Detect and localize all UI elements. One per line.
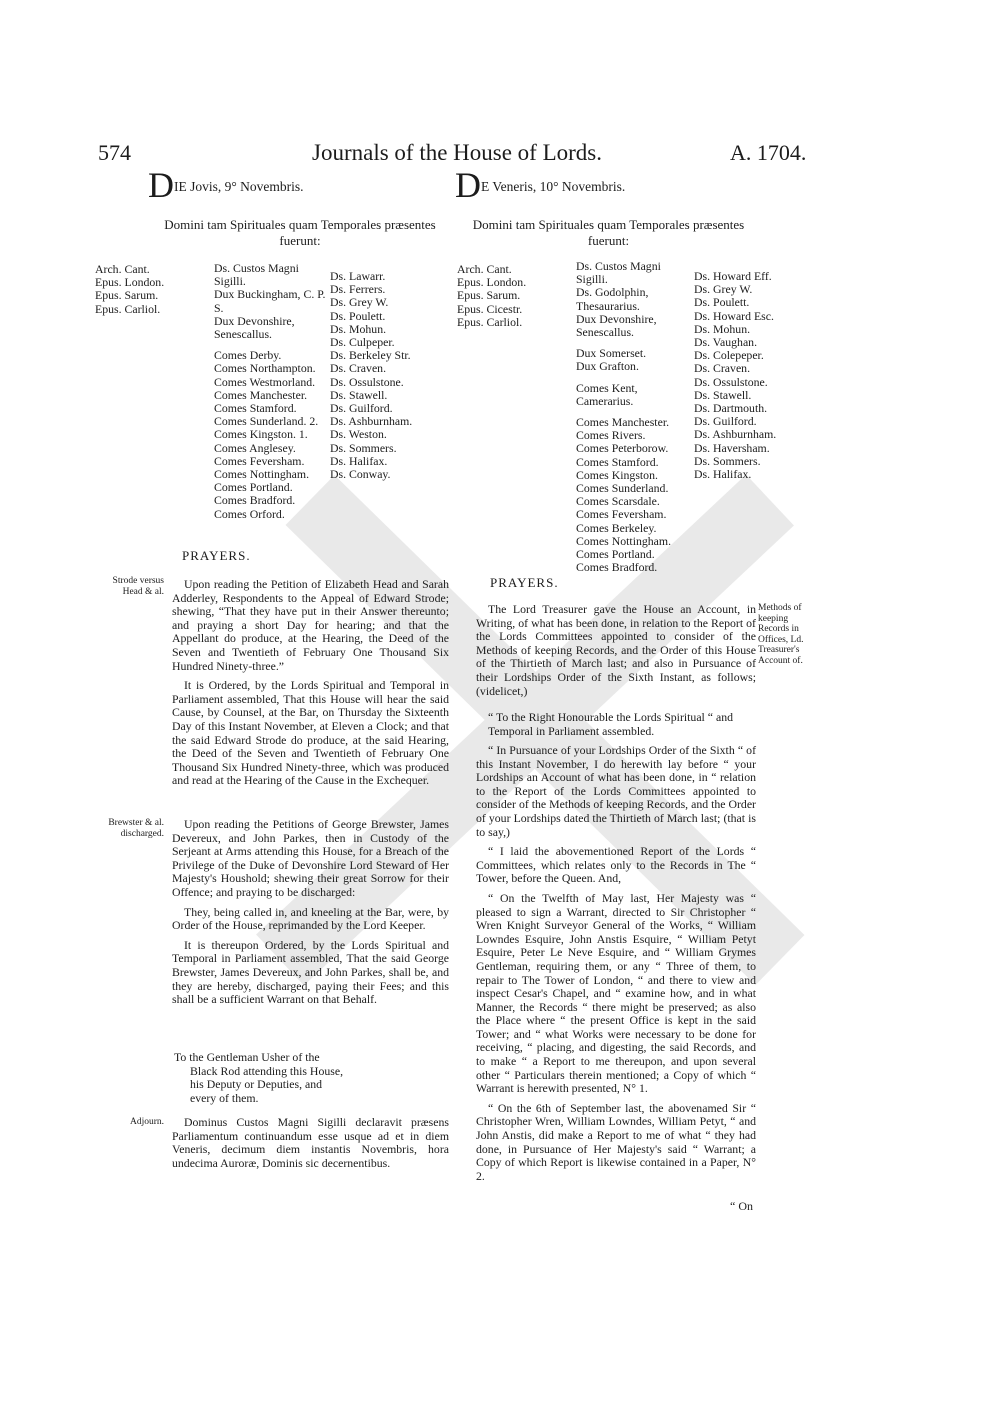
list-item: Comes Northampton.	[214, 361, 316, 376]
list-item: Comes Peterborow.	[576, 441, 669, 456]
list-item: Comes Stamford.	[214, 401, 297, 416]
catchword: “ On	[730, 1199, 753, 1213]
left-entry-brewster	[172, 818, 449, 1013]
list-item: Comes Stamford.	[576, 454, 659, 469]
right-letter-address: “ To the Right Honourable the Lords Spiritual “ and Temporal in Parliament assembled.	[488, 710, 734, 738]
list-item: Epus. London.	[457, 275, 527, 290]
list-item: Comes Bradford.	[214, 493, 296, 508]
list-item: Epus. Cicestr.	[457, 301, 523, 316]
right-bishops-list	[457, 258, 572, 329]
list-item: Ds. Sommers.	[694, 453, 761, 468]
year: A. 1704.	[730, 140, 807, 165]
left-prayers-heading: PRAYERS.	[182, 548, 251, 563]
list-item: Dux Somerset.	[576, 346, 647, 361]
list-item: Ds. Poulett.	[694, 295, 750, 310]
list-item: Comes Portland.	[576, 547, 655, 562]
paragraph: Upon reading the Petitions of George Brewster, James Devereux, and John Parkes, then in Custody of the Serjeant at Arms attending this House, for a Breach of the Privilege of the Duke of Devonshire Lord Steward of Her Majesty's Houshold; shewing their great Sorrow for their Offence; and praying to be discharged:	[172, 817, 449, 899]
list-item: Ds. Mohun.	[330, 321, 387, 336]
margin-note-brewster: Brewster & al. discharged.	[108, 818, 164, 839]
list-item: Ds. Grey W.	[694, 282, 753, 297]
list-item: Epus. Sarum.	[95, 288, 159, 303]
list-item: Comes Feversham.	[214, 453, 305, 468]
list-item: Comes Berkeley.	[576, 520, 657, 535]
right-present-heading: Domini tam Spirituales quam Temporales præsentes fuerunt:	[472, 217, 745, 248]
list-item: Arch. Cant.	[95, 262, 150, 276]
left-entry-strode	[172, 578, 449, 794]
list-item: Dux Buckingham, C. P. S.	[214, 287, 326, 315]
list-item: Comes Scarsdale.	[576, 494, 660, 509]
list-item: Ds. Haversham.	[694, 440, 770, 455]
left-peers-list	[214, 262, 329, 521]
left-warrant-address	[174, 1051, 444, 1105]
list-item: Comes Manchester.	[576, 415, 670, 430]
list-item: Ds. Guilford.	[330, 401, 393, 416]
list-item: Ds. Colepeper.	[694, 348, 764, 363]
list-item: Ds. Howard Eff.	[694, 269, 772, 283]
list-item: Ds. Halifax.	[330, 453, 388, 468]
list-item: Ds. Halifax.	[694, 467, 752, 482]
list-item: Ds. Weston.	[330, 427, 387, 442]
right-prayers-heading: PRAYERS.	[490, 575, 559, 590]
address-line: Black Rod attending this House,	[190, 1063, 344, 1078]
right-lords-list	[694, 270, 804, 481]
list-item: Ds. Dartmouth.	[694, 401, 768, 416]
list-item: Ds. Godolphin, Thesaurarius.	[576, 285, 649, 313]
list-item: Ds. Poulett.	[330, 308, 386, 323]
list-item: Comes Westmorland.	[214, 374, 316, 389]
list-item: Epus. Carliol.	[457, 314, 523, 329]
page-number: 574	[98, 140, 131, 165]
list-item: Arch. Cant.	[457, 262, 512, 276]
paragraph: “ On the 6th of September last, the abovenamed Sir “ Christopher Wren, William Lowndes, William Petyt, “ and John Anstis, did make a Report to me of what “ they had done, in Pursuance of Her Majesty's said “ Warrant; a Copy of which Report is likewise contained in a Paper, N° 2.	[476, 1100, 756, 1183]
address-line: To the Gentleman Usher of the	[174, 1050, 320, 1064]
list-item: Ds. Conway.	[330, 467, 391, 482]
left-present-heading: Domini tam Spirituales quam Temporales præsentes fuerunt:	[164, 217, 436, 248]
address-line: his Deputy or Deputies, and	[190, 1077, 323, 1092]
list-item: Ds. Ossulstone.	[330, 374, 404, 389]
list-item: Comes Nottingham.	[214, 467, 310, 482]
margin-note-strode: Strode versus Head & al.	[112, 576, 164, 597]
list-item: Ds. Custos Magni Sigilli.	[576, 259, 661, 287]
list-item: Ds. Custos Magni Sigilli.	[214, 261, 299, 289]
list-item: Comes Kent, Camerarius.	[576, 380, 638, 408]
right-day-heading: DE Veneris, 10° Novembris.	[455, 165, 626, 205]
paragraph: The Lord Treasurer gave the House an Account, in Writing, of what has been done, in relation to the Report of the Lords Committees appointed to consider of the Methods of keeping Records, and the Order of this House of the Thirtieth of March last; and also in Pursuance of their Lordships Order of the Sixth Instant, as follows; (videlicet,)	[476, 602, 756, 698]
list-item: Ds. Howard Esc.	[694, 308, 774, 323]
left-lords-list	[330, 270, 440, 481]
list-item: Comes Feversham.	[576, 507, 667, 522]
address-line: every of them.	[190, 1090, 259, 1105]
list-item: Comes Sunderland. 2.	[214, 414, 319, 429]
list-item: Comes Rivers.	[576, 428, 646, 443]
list-item: Ds. Culpeper.	[330, 335, 395, 350]
list-item: Comes Bradford.	[576, 560, 658, 575]
list-item: Ds. Grey W.	[330, 295, 389, 310]
list-item: Ds. Sommers.	[330, 440, 397, 455]
list-item: Comes Anglesey.	[214, 440, 296, 455]
list-item: Ds. Ferrers.	[330, 282, 386, 297]
left-day-heading: DIE Jovis, 9° Novembris.	[148, 165, 304, 205]
paragraph: Dominus Custos Magni Sigilli declaravit præsens Parliamentum continuandum esse usque ad et in diem Veneris, decimum diem instantis Novembris, hora undecima Auroræ, Dominis sic decernentibus.	[172, 1115, 449, 1170]
list-item: Ds. Stawell.	[330, 387, 388, 402]
paragraph: It is thereupon Ordered, by the Lords Spiritual and Temporal in Parliament assembled, That the said George Brewster, James Devereux, and John Parkes, shall be, and they are hereby, discharged, paying their Fees; and this shall be a sufficient Warrant on that Behalf.	[172, 937, 449, 1007]
right-entry-records	[476, 603, 756, 704]
margin-note-records: Methods of keeping Records in Offices, Ld. Treasurer's Account of.	[758, 603, 804, 666]
list-item: Comes Orford.	[214, 506, 285, 521]
margin-note-adjourn: Adjourn.	[129, 1117, 164, 1127]
list-item: Comes Manchester.	[214, 387, 308, 402]
list-item: Ds. Mohun.	[694, 321, 751, 336]
list-item: Comes Kingston. 1.	[214, 427, 308, 442]
list-item: Ds. Ossulstone.	[694, 374, 768, 389]
list-item: Ds. Berkeley Str.	[330, 348, 411, 363]
list-item: Comes Sunderland.	[576, 481, 669, 496]
list-item: Ds. Ashburnham.	[694, 427, 777, 442]
paragraph: “ I laid the abovementioned Report of the Lords “ Committees, which relates only to the Records in The “ Tower, before the Queen. And,	[476, 844, 756, 886]
list-item: Dux Grafton.	[576, 359, 639, 374]
list-item: Comes Nottingham.	[576, 533, 672, 548]
right-letter-body	[476, 744, 756, 1189]
right-peers-list	[576, 260, 691, 574]
list-item: Comes Derby.	[214, 348, 282, 363]
list-item: Dux Devonshire, Senescallus.	[214, 313, 295, 342]
list-item: Ds. Lawarr.	[330, 269, 386, 283]
list-item: Ds. Vaughan.	[694, 335, 758, 350]
list-item: Comes Kingston.	[576, 467, 658, 482]
paragraph: “ In Pursuance of your Lordships Order of the Sixth “ of this Instant November, I do herewith lay before “ your Lordships an Account of what has been done, in “ relation to the Report of the Lords Committees appointed to consider of the Methods of keeping Records, and the Order of your Lordships dated the Thirtieth of March last; (that is to say,)	[476, 743, 756, 839]
list-item: Ds. Guilford.	[694, 414, 757, 429]
list-item: Epus. London.	[95, 275, 165, 290]
list-item: Comes Portland.	[214, 480, 293, 495]
journal-title: Journals of the House of Lords.	[312, 140, 603, 165]
list-item: Ds. Craven.	[694, 361, 751, 376]
list-item: Ds. Ashburnham.	[330, 414, 413, 429]
left-entry-adjourn	[172, 1116, 449, 1176]
list-item: Ds. Stawell.	[694, 387, 752, 402]
list-item: Epus. Sarum.	[457, 288, 521, 303]
paragraph: Upon reading the Petition of Elizabeth Head and Sarah Adderley, Respondents to the Appeal of Edward Strode; shewing, “That they have put in their Answer thereunto; and praying a short Day for hearing; and that the Appellant do produce, at the Hearing, the Deed of the Seven and Twentieth of February One Thousand Six Hundred Ninety-three.”	[172, 577, 449, 673]
list-item: Ds. Craven.	[330, 361, 387, 376]
paragraph: They, being called in, and kneeling at the Bar, were, by Order of the House, reprimanded by the Lord Keeper.	[172, 904, 449, 933]
paragraph: It is Ordered, by the Lords Spiritual and Temporal in Parliament assembled, That this House will hear the said Cause, by Counsel, at the Bar, on Thursday the Sixteenth Day of this Instant November, at Eleven a Clock; and that the said Edward Strode do produce, at the said Hearing, the Deed of the Seven and Twentieth of February One Thousand Six Hundred Ninety-three, which was produced and read at the Hearing of the Cause in the Exchequer.	[172, 678, 449, 788]
paragraph: “ On the Twelfth of May last, Her Majesty was “ pleased to sign a Warrant, directed to Sir Christopher “ Wren Knight Surveyor General of the Works, “ William Lowndes Esquire, John Anstis Esquire, “ William Petyt Esquire, Peter Le Neve Esquire, and “ William Grymes Gentleman, requiring them, or any “ Three of them, to repair to The Tower of London, “ and there to view and inspect Cesar's Chapel, and “ examine how, and in what Manner, the Records “ there might be preserved; as also the Place where “ the present Office is kept in the said Tower; and “ what Works were necessary to be done for receiving, “ placing, and digesting, the said Records, and to make “ a Report to me thereupon, and upon several other “ Particulars therein mentioned; a Copy of which “ Warrant is herewith presented, N° 1.	[476, 890, 756, 1096]
left-bishops-list	[95, 258, 205, 316]
list-item: Epus. Carliol.	[95, 301, 161, 316]
list-item: Dux Devonshire, Senescallus.	[576, 311, 657, 340]
